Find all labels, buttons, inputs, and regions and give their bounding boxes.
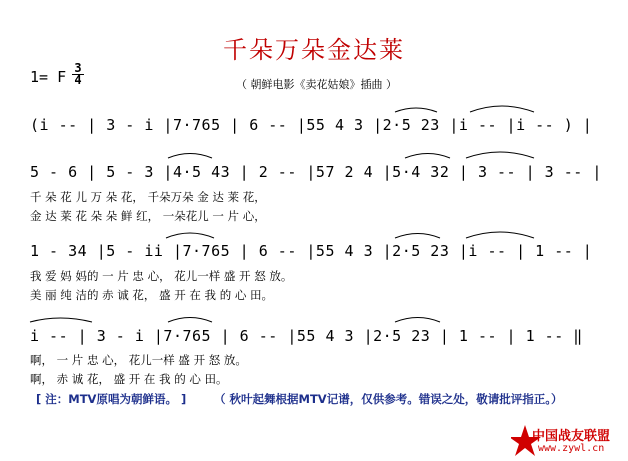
watermark-text: 中国战友联盟 [532,429,611,444]
notation-line-4: i -- | 3 - i |7·765 | 6 -- |55 4 3 |2·5 23 | 1 -- | 1 -- ‖ [30,327,583,345]
footnote-left: [ 注：MTV原唱为朝鲜语。 ] [36,392,187,406]
notation-line-3: 1 - 34 |5 - ii |7·765 | 6 -- |55 4 3 |2·5 23 |i -- | 1 -- | [30,242,593,260]
slur-mark [168,318,212,323]
slur-mark [395,234,440,239]
slur-mark [395,108,437,112]
slur-mark [168,154,212,159]
key-signature: 1= F [30,68,67,86]
slur-mark [30,318,92,322]
meter-bottom: 4 [74,73,82,87]
song-subtitle: （ 朝鲜电影《卖花姑娘》插曲 ） [236,78,397,91]
footnote-right: （ 秋叶起舞根据MTV记谱，仅供参考。错误之处，敬请批评指正。） [214,392,563,406]
lyric-line-4a: 啊， 一 片 忠 心， 花儿一样 盛 开 怒 放。 [30,353,247,367]
notation-line-2: 5 - 6 | 5 - 3 |4·5 43 | 2 -- |57 2 4 |5·4 32 | 3 -- | 3 -- | [30,163,602,181]
notation-line-1: (i -- | 3 - i |7·765 | 6 -- |55 4 3 |2·5 23 |i -- |i -- ) | [30,116,593,134]
slur-mark [395,318,440,323]
slur-mark [466,152,534,158]
meter-top: 3 [74,61,82,75]
slur-mark [405,154,450,159]
lyric-line-2b: 金 达 莱 花 朵 朵 鲜 红， 一朵花儿 一 片 心， [30,209,266,223]
watermark-url: www.zywl.cn [538,443,605,454]
slur-mark [470,106,534,112]
lyric-line-3a: 我 爱 妈 妈的 一 片 忠 心， 花儿一样 盛 开 怒 放。 [30,269,293,283]
song-title: 千朵万朵金达莱 [223,36,405,64]
lyric-line-3b: 美 丽 纯 洁的 赤 诚 花， 盛 开 在 我 的 心 田。 [30,288,274,302]
slur-mark [466,232,534,238]
lyric-line-4b: 啊， 赤 诚 花， 盛 开 在 我 的 心 田。 [30,372,228,386]
slur-mark [166,233,214,238]
lyric-line-2a: 千 朵 花 儿 万 朵 花， 千朵万朵 金 达 莱 花， [30,190,266,204]
